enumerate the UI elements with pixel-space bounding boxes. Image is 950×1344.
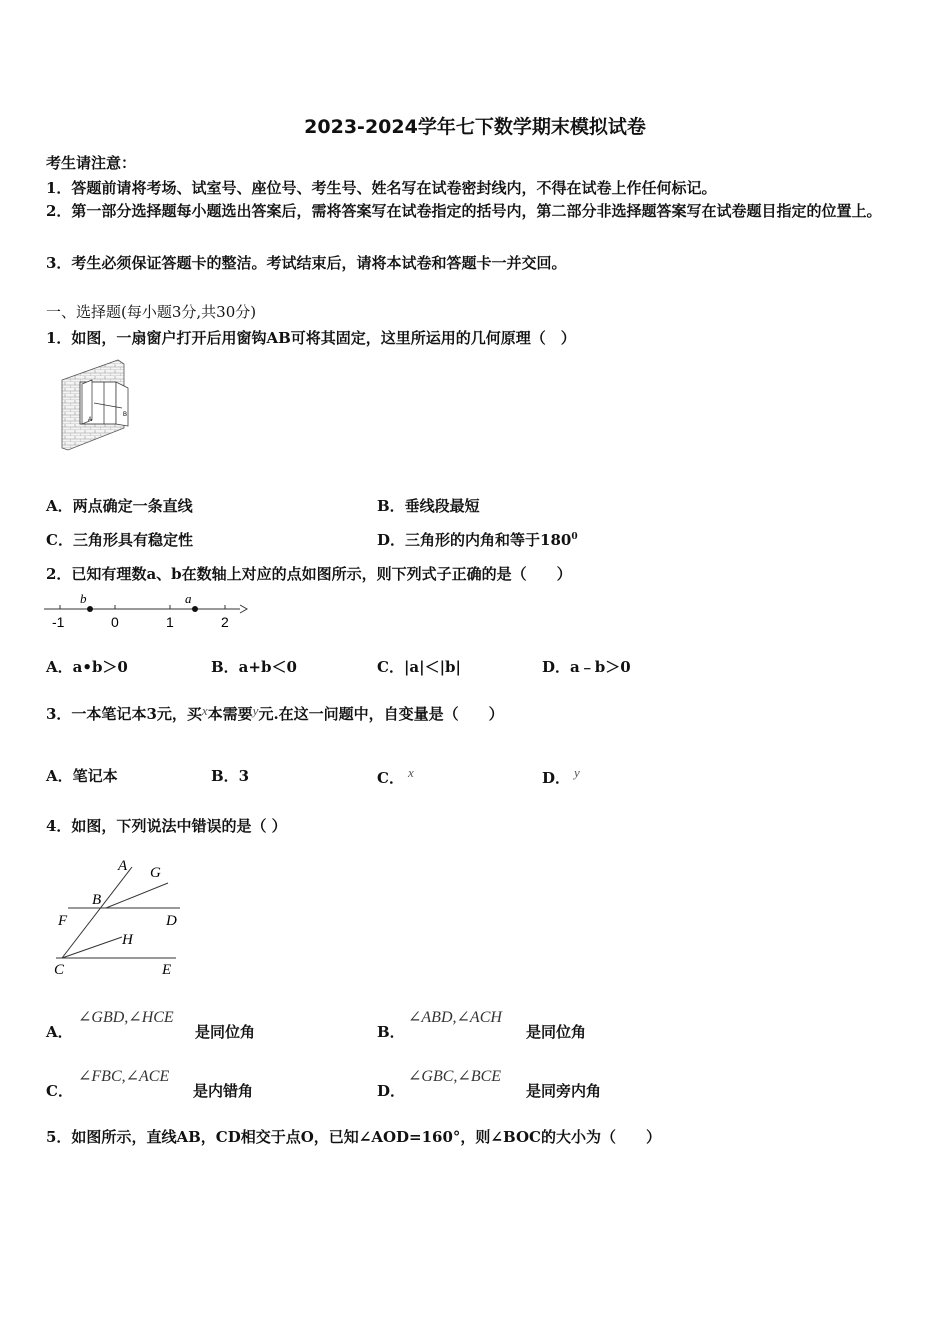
q2-option-c[interactable]: C．|a|＜|b| (377, 658, 461, 676)
q4-option-b-text: 是同位角 (526, 1023, 587, 1041)
notice-item-3: 3．考生必须保证答题卡的整洁。考试结束后，请将本试卷和答题卡一并交回。 (46, 254, 567, 272)
q1-option-d-text: D．三角形的内角和等于180 (377, 531, 572, 549)
q3-option-c-var: x (407, 765, 414, 780)
notice-item-2: 2．第一部分选择题每小题选出答案后，需将答案写在试卷指定的括号内，第二部分非选择题答案写在试卷题目指定的位置上。 (46, 202, 882, 220)
q1-option-d[interactable] (377, 529, 578, 550)
notice-item-1: 1．答题前请将考场、试室号、座位号、考生号、姓名写在试卷密封线内，不得在试卷上作任何标记。 (46, 179, 717, 197)
q4-option-d-letter[interactable]: D． (377, 1082, 406, 1100)
q4-label: A (118, 858, 128, 874)
q4-option-c-angles: ∠FBC,∠ACE (78, 1068, 170, 1085)
q4-option-d-text: 是同旁内角 (526, 1082, 602, 1100)
q1-option-a[interactable]: A．两点确定一条直线 (46, 497, 193, 515)
q2-option-d[interactable]: D．a﹣b＞0 (542, 658, 631, 676)
q2-tick-label: -1 (52, 614, 65, 630)
q4-option-a-text: 是同位角 (195, 1023, 256, 1041)
q4-option-c-text: 是内错角 (193, 1082, 254, 1100)
q3-stem-part: 本需要 (207, 705, 253, 723)
q2-label-b: b (80, 591, 87, 606)
q3-stem (46, 703, 504, 724)
q3-option-d-letter: D． (542, 769, 571, 787)
q4-option-a-angles: ∠GBD,∠HCE (78, 1009, 174, 1026)
q1-option-c[interactable]: C．三角形具有稳定性 (46, 531, 193, 549)
page-title: 2023-2024学年七下数学期末模拟试卷 (304, 116, 646, 138)
q4-option-d-angles: ∠GBC,∠BCE (408, 1068, 502, 1085)
q2-option-b[interactable]: B．a+b＜0 (211, 658, 297, 676)
q4-geometry-figure (50, 855, 200, 980)
q2-number-line (44, 590, 254, 630)
q1-label-b: B (123, 412, 128, 418)
q3-option-d-var: y (574, 765, 580, 780)
q4-label: B (92, 892, 102, 908)
q1-window-figure (60, 358, 140, 458)
q1-option-b[interactable]: B．垂线段最短 (377, 497, 480, 515)
q3-option-d[interactable] (542, 765, 580, 788)
section-heading: 一、选择题(每小题3分,共30分) (46, 303, 257, 321)
q2-point-a (192, 606, 198, 612)
q3-var-x: x (201, 703, 208, 718)
q2-tick-label: 2 (221, 614, 229, 630)
q4-label: D (166, 913, 177, 929)
q3-stem-part: 元.在这一问题中，自变量是（ ） (258, 705, 504, 723)
q3-stem-part: 3．一本笔记本3元，买 (46, 705, 202, 723)
q4-label: H (122, 932, 133, 948)
q3-option-c-letter: C． (377, 769, 404, 787)
q3-option-c[interactable] (377, 765, 414, 788)
q4-label: G (150, 865, 161, 881)
q1-degree-sup: 0 (571, 532, 578, 542)
q2-tick-label: 0 (111, 614, 119, 630)
q1-label-a: A (88, 417, 93, 423)
q4-option-b-letter[interactable]: B． (377, 1023, 405, 1041)
q2-tick-label: 1 (166, 614, 174, 630)
q4-option-b-angles: ∠ABD,∠ACH (408, 1009, 502, 1026)
notice-heading: 考生请注意： (46, 154, 137, 172)
q4-label: F (58, 913, 68, 929)
q4-stem: 4．如图，下列说法中错误的是（ ） (46, 817, 287, 835)
q4-option-a-letter[interactable]: A． (46, 1023, 73, 1041)
q4-label: E (162, 962, 172, 978)
q4-option-c-letter[interactable]: C． (46, 1082, 73, 1100)
q1-stem: 1．如图，一扇窗户打开后用窗钩AB可将其固定，这里所运用的几何原理（ ） (46, 329, 576, 347)
q3-var-y: y (252, 703, 259, 718)
q5-stem: 5．如图所示，直线AB，CD相交于点O，已知∠AOD=160°，则∠BOC的大小为（ ） (46, 1128, 661, 1146)
q2-stem: 2．已知有理数a、b在数轴上对应的点如图所示，则下列式子正确的是（ ） (46, 565, 572, 583)
q2-point-b (87, 606, 93, 612)
q4-label: C (54, 962, 65, 978)
q2-option-a[interactable]: A．a•b＞0 (46, 658, 128, 676)
q3-option-b[interactable]: B．3 (211, 767, 250, 785)
q2-label-a: a (185, 591, 192, 606)
q3-option-a[interactable]: A．笔记本 (46, 767, 118, 785)
